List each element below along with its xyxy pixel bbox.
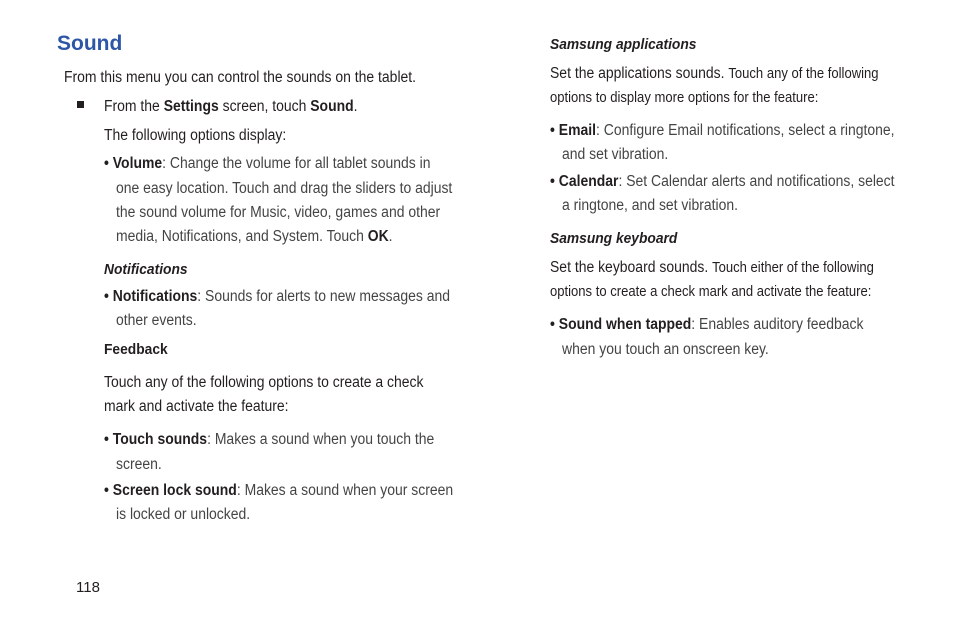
sound-when-tapped-item: • Sound when tapped: Enables auditory feedback <box>550 316 864 333</box>
intro-text: From this menu you can control the sounds on the tablet. <box>64 69 417 86</box>
calendar-line: a ringtone, and set vibration. <box>562 197 739 214</box>
notifications-line: other events. <box>116 312 197 329</box>
touch-sounds-item: • Touch sounds: Makes a sound when you touch the <box>104 431 435 448</box>
options-display-text: The following options display: <box>104 127 287 144</box>
page-title: Sound <box>57 32 123 55</box>
volume-line: media, Notifications, and System. Touch OK. <box>116 228 393 245</box>
screen-lock-sound-line: is locked or unlocked. <box>116 506 251 523</box>
keyboard-intro: options to create a check mark and activate the feature: <box>550 284 872 300</box>
email-line: and set vibration. <box>562 146 669 163</box>
volume-item: • Volume: Change the volume for all tablet sounds in <box>104 155 431 172</box>
samsung-keyboard-heading: Samsung keyboard <box>550 230 678 247</box>
feedback-heading: Feedback <box>104 341 168 358</box>
sound-when-tapped-line: when you touch an onscreen key. <box>562 341 769 358</box>
feedback-intro: Touch any of the following options to create a check <box>104 374 424 391</box>
samsung-applications-heading: Samsung applications <box>550 36 697 53</box>
apps-intro: options to display more options for the feature: <box>550 90 819 106</box>
square-bullet-icon <box>77 101 84 108</box>
touch-sounds-line: screen. <box>116 456 162 473</box>
email-item: • Email: Configure Email notifications, select a ringtone, <box>550 122 895 139</box>
keyboard-intro: Set the keyboard sounds. Touch either of the following <box>550 259 874 276</box>
volume-line: one easy location. Touch and drag the sliders to adjust <box>116 180 453 197</box>
calendar-item: • Calendar: Set Calendar alerts and notifications, select <box>550 173 895 190</box>
notifications-item: • Notifications: Sounds for alerts to new messages and <box>104 288 451 305</box>
notifications-heading: Notifications <box>104 261 188 278</box>
screen-lock-sound-item: • Screen lock sound: Makes a sound when your screen <box>104 482 454 499</box>
page-number: 118 <box>76 579 100 596</box>
step-instruction: From the Settings screen, touch Sound. <box>104 98 358 115</box>
volume-line: the sound volume for Music, video, games and other <box>116 204 441 221</box>
apps-intro: Set the applications sounds. Touch any of the following <box>550 65 879 82</box>
feedback-intro: mark and activate the feature: <box>104 398 289 415</box>
